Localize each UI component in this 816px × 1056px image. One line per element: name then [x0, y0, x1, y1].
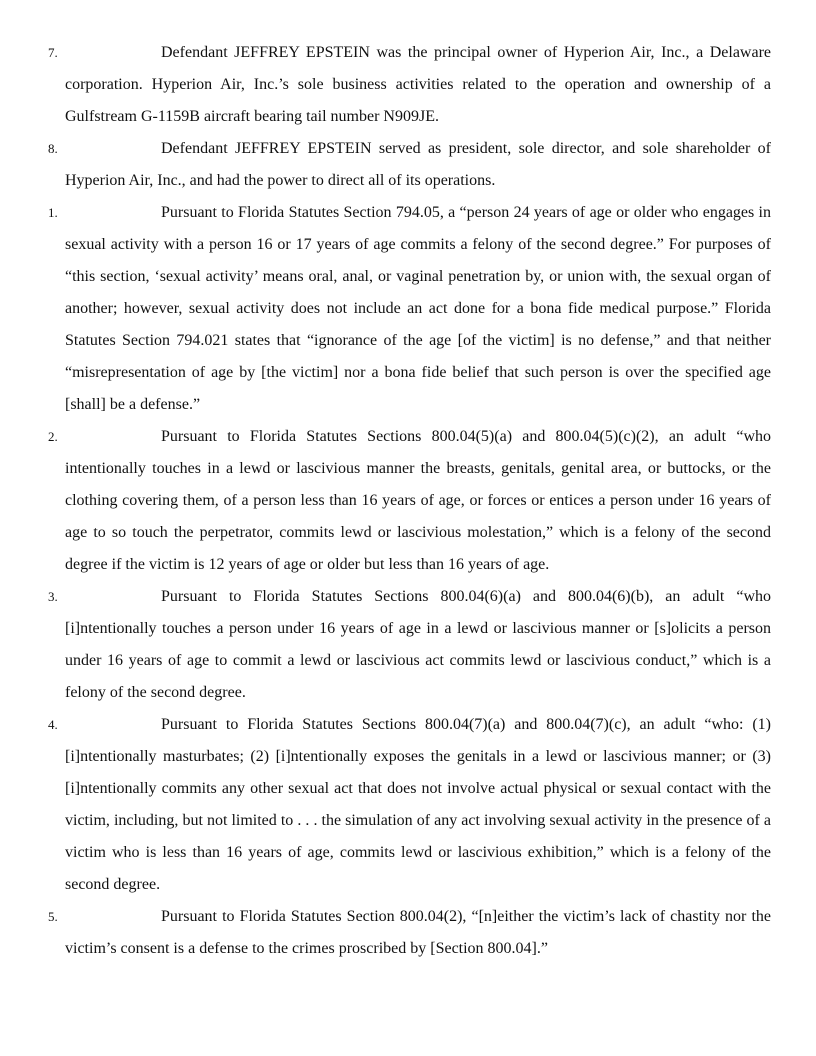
paragraph-1 [48, 197, 771, 421]
paragraph-text: Defendant JEFFREY EPSTEIN served as president, sole director, and sole shareholder of Hyperion Air, Inc., and had the power to direct all of its operations. [65, 140, 771, 189]
paragraph-text: Defendant JEFFREY EPSTEIN was the principal owner of Hyperion Air, Inc., a Delaware corporation. Hyperion Air, Inc.’s sole business activities related to the operation and ownership of a Gulfstream G-1159B aircraft bearing tail number N909JE. [65, 44, 771, 125]
paragraph-8 [48, 133, 771, 197]
paragraph-3 [48, 581, 771, 709]
paragraph-number: 2. [48, 429, 58, 444]
paragraph-number: 1. [48, 205, 58, 220]
paragraph-2 [48, 421, 771, 581]
paragraph-text: Pursuant to Florida Statutes Section 800.04(2), “[n]either the victim’s lack of chastity nor the victim’s consent is a defense to the crimes proscribed by [Section 800.04].” [65, 908, 771, 957]
paragraph-number: 3. [48, 589, 58, 604]
paragraph-text: Pursuant to Florida Statutes Section 794.05, a “person 24 years of age or older who engages in sexual activity with a person 16 or 17 years of age commits a felony of the second degree.” For purposes of “this section, ‘sexual activity’ means oral, anal, or vaginal penetration by, or union with, the sexual organ of another; however, sexual activity does not include an act done for a bona fide medical purpose.” Florida Statutes Section 794.021 states that “ignorance of the age [of the victim] is no defense,” and that neither “misrepresentation of age by [the victim] nor a bona fide belief that such person is over the specified age [shall] be a defense.” [65, 204, 771, 413]
paragraph-text: Pursuant to Florida Statutes Sections 800.04(5)(a) and 800.04(5)(c)(2), an adult “who intentionally touches in a lewd or lascivious manner the breasts, genitals, genital area, or buttocks, or the clothing covering them, of a person less than 16 years of age, or forces or entices a person under 16 years of age to so touch the perpetrator, commits lewd or lascivious molestation,” which is a felony of the second degree if the victim is 12 years of age or older but less than 16 years of age. [65, 428, 771, 573]
paragraph-number: 5. [48, 909, 58, 924]
paragraph-number: 7. [48, 45, 58, 60]
paragraph-text: Pursuant to Florida Statutes Sections 800.04(6)(a) and 800.04(6)(b), an adult “who [i]ntentionally touches a person under 16 years of age in a lewd or lascivious manner or [s]olicits a person under 16 years of age to commit a lewd or lascivious act commits lewd or lascivious conduct,” which is a felony of the second degree. [65, 588, 771, 701]
paragraph-number: 4. [48, 717, 58, 732]
paragraph-7 [48, 37, 771, 133]
paragraph-5 [48, 901, 771, 965]
paragraph-list [48, 37, 771, 965]
paragraph-text: Pursuant to Florida Statutes Sections 800.04(7)(a) and 800.04(7)(c), an adult “who: (1) [i]ntentionally masturbates; (2) [i]ntentionally exposes the genitals in a lewd or lascivious manner; or (3) [i]ntentionally commits any other sexual act that does not involve actual physical or sexual contact with the victim, including, but not limited to . . . the simulation of any act involving sexual activity in the presence of a victim who is less than 16 years of age, commits lewd or lascivious exhibition,” which is a felony of the second degree. [65, 716, 771, 893]
paragraph-4 [48, 709, 771, 901]
paragraph-number: 8. [48, 141, 58, 156]
